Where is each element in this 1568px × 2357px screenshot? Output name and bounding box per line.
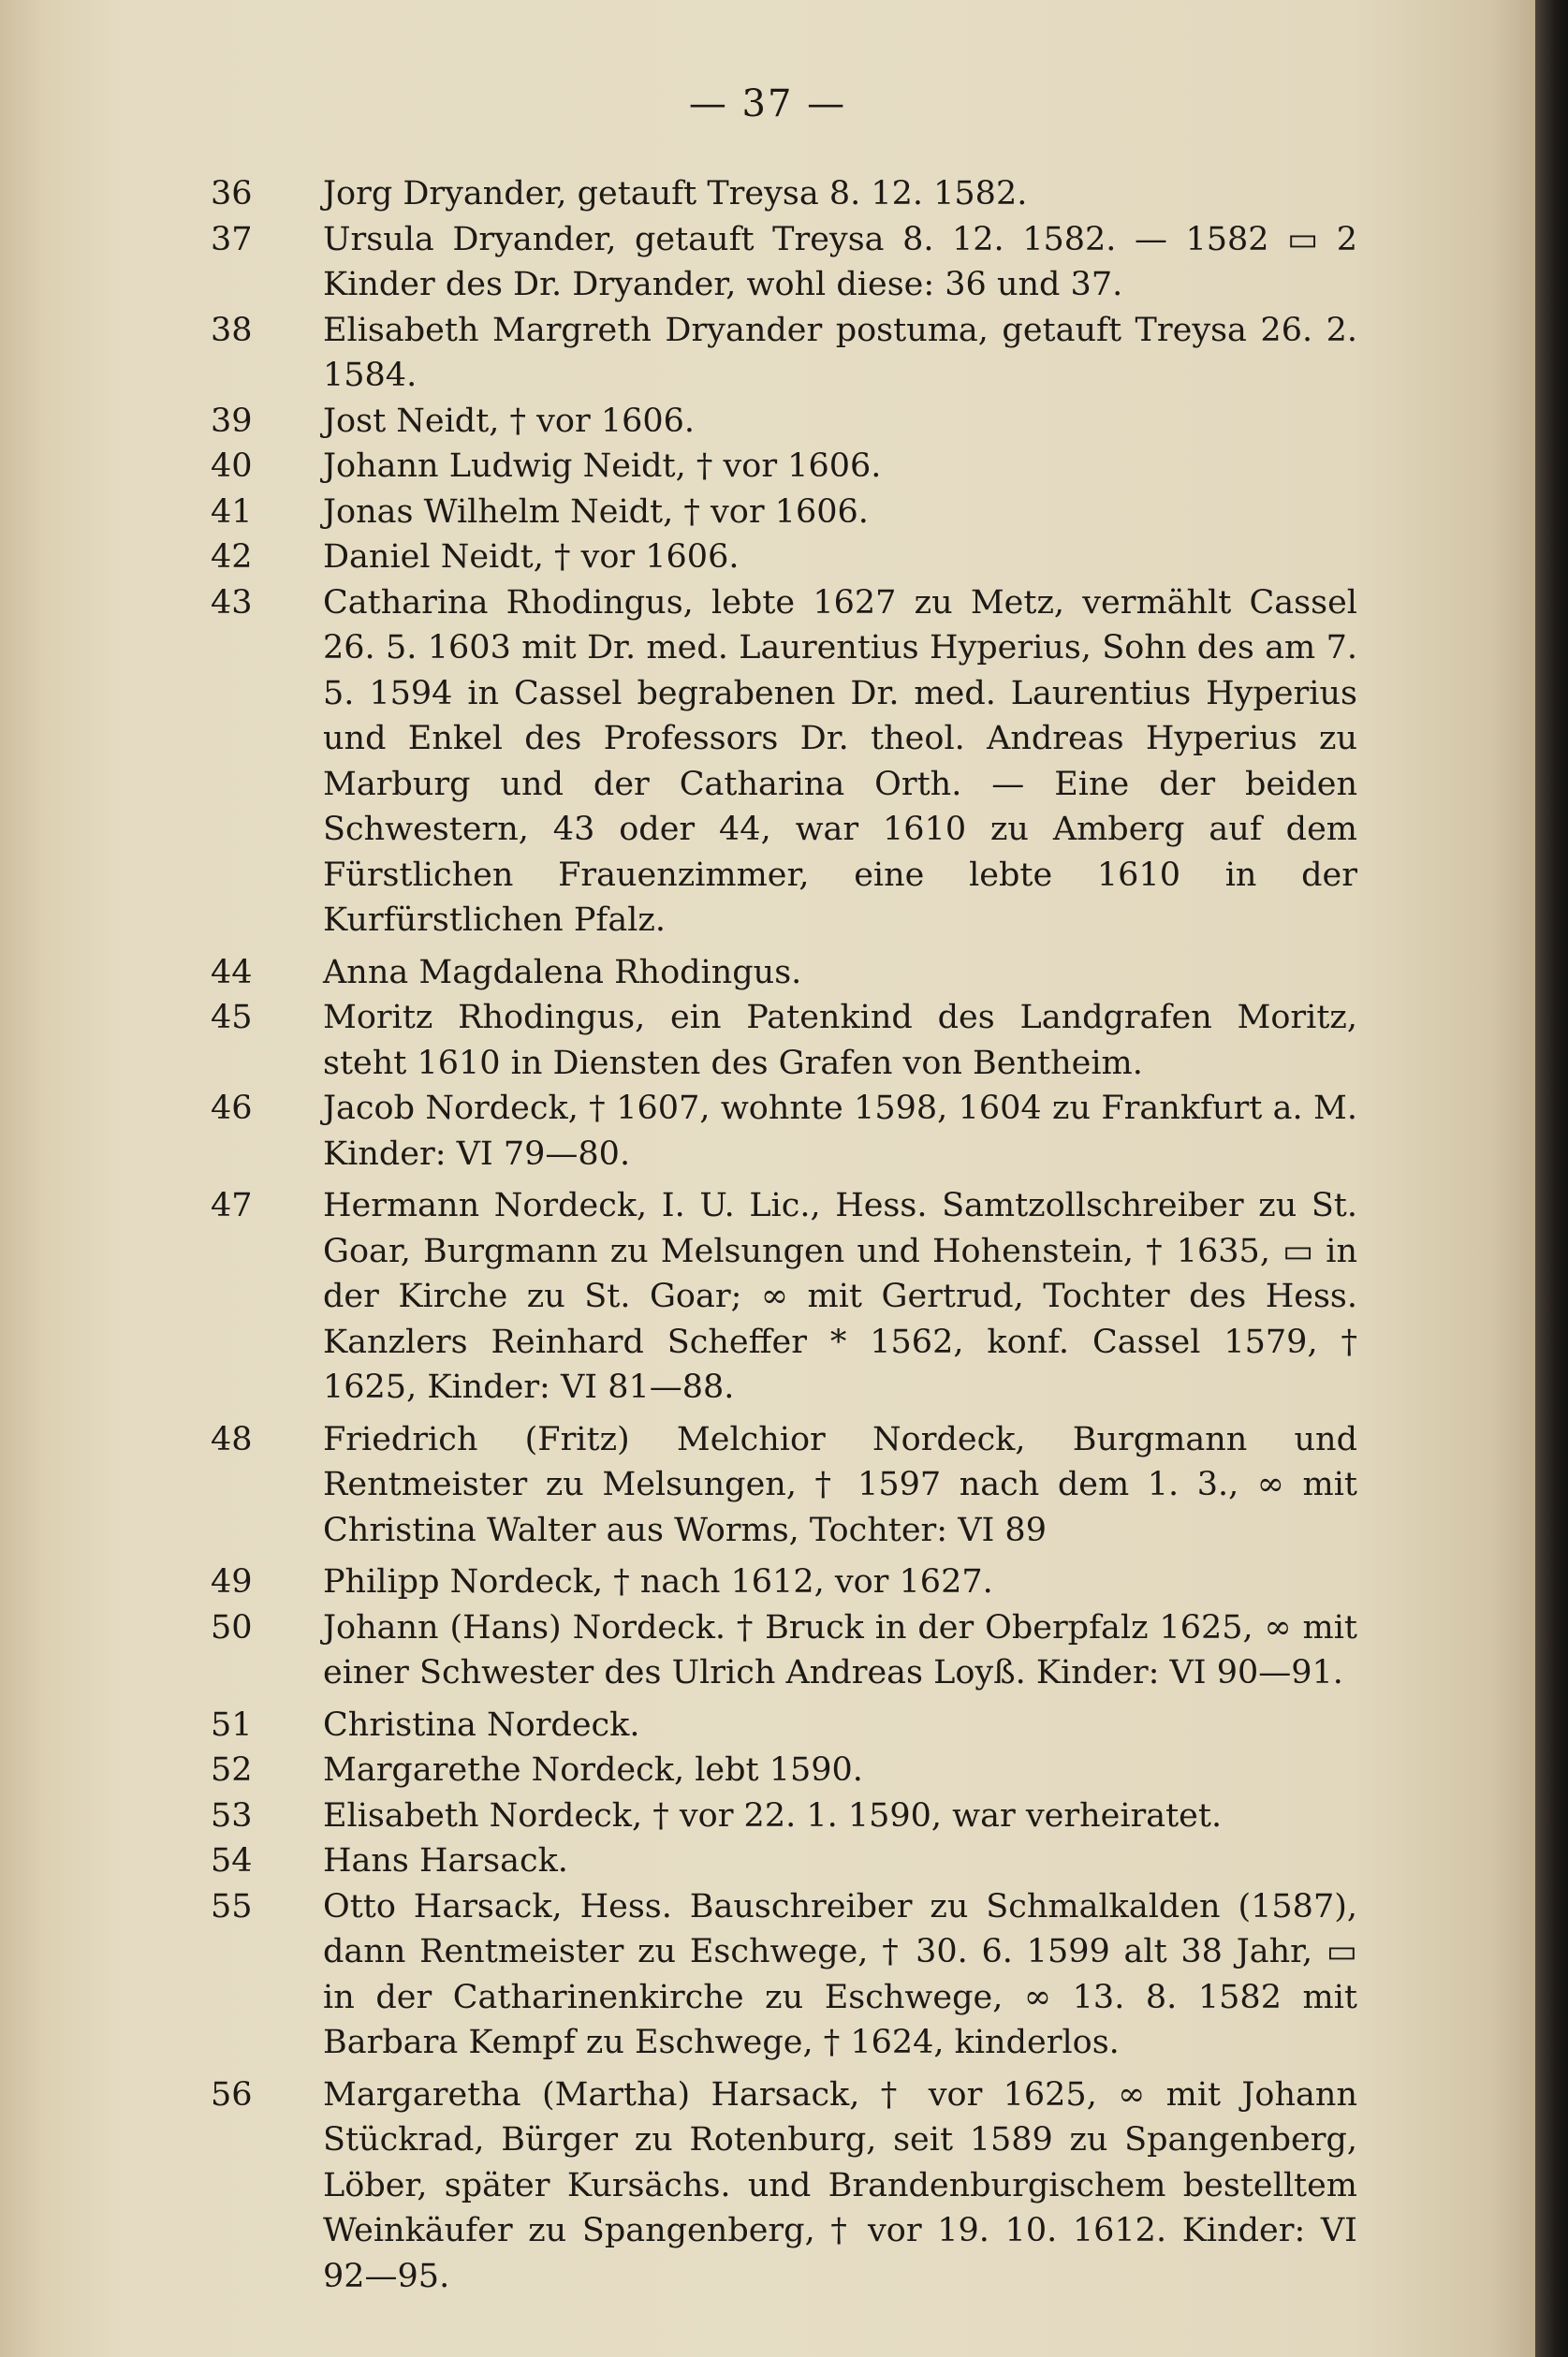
entry-text: Elisabeth Nordeck, † vor 22. 1. 1590, war verheiratet. [323, 1796, 1223, 1835]
entry-38 [211, 308, 1357, 399]
entry-text: Hermann Nordeck, I. U. Lic., Hess. Samtzollschreiber zu St. Goar, Burgmann zu Melsungen und Hohenstein, † 1635, ▭ in der Kirche zu St. Goar; ∞ mit Gertrud, Tochter des Hess. Kanzlers Reinhard Scheffer * 1562, konf. Cassel 1579, † 1625, Kinder: VI 81—88. [323, 1187, 1357, 1406]
entry-text: Elisabeth Margreth Dryander postuma, getauft Treysa 26. 2. 1584. [323, 311, 1357, 394]
entry-number: 52 [211, 1751, 253, 1789]
entry-number: 48 [211, 1420, 253, 1458]
entry-number: 45 [211, 999, 253, 1036]
entry-number: 53 [211, 1796, 253, 1835]
entry-number: 37 [211, 220, 253, 258]
entry-text: Jorg Dryander, getauft Treysa 8. 12. 1582. [323, 175, 1028, 212]
entry-text: Ursula Dryander, getauft Treysa 8. 12. 1582. — 1582 ▭ 2 Kinder des Dr. Dryander, wohl diese: 36 und 37. [323, 220, 1357, 303]
entry-text: Johann (Hans) Nordeck. † Bruck in der Oberpfalz 1625, ∞ mit einer Schwester des Ulrich Andreas Loyß. Kinder: VI 90—91. [323, 1608, 1357, 1691]
entry-54 [211, 1838, 1357, 1884]
entry-text: Christina Nordeck. [323, 1706, 640, 1744]
entry-number: 40 [211, 447, 253, 485]
entry-number: 38 [211, 311, 253, 349]
entry-40 [211, 444, 1357, 490]
entry-text: Jacob Nordeck, † 1607, wohnte 1598, 1604 zu Frankfurt a. M. Kinder: VI 79—80. [323, 1090, 1357, 1173]
entry-50 [211, 1605, 1357, 1696]
genealogy-entry-list [211, 171, 1357, 2299]
entry-46 [211, 1086, 1357, 1177]
entry-text: Philipp Nordeck, † nach 1612, vor 1627. [323, 1563, 993, 1601]
book-binding-edge [1535, 0, 1568, 2357]
entry-text: Jost Neidt, † vor 1606. [323, 402, 696, 440]
entry-number: 41 [211, 492, 253, 531]
entry-51 [211, 1703, 1357, 1749]
entry-number: 56 [211, 2075, 253, 2114]
entry-53 [211, 1793, 1357, 1839]
entry-37 [211, 217, 1357, 308]
entry-45 [211, 995, 1357, 1086]
entry-number: 54 [211, 1842, 253, 1880]
entry-55 [211, 1884, 1357, 2066]
entry-text: Hans Harsack. [323, 1842, 568, 1880]
entry-text: Johann Ludwig Neidt, † vor 1606. [323, 447, 882, 485]
entry-number: 55 [211, 1887, 253, 1925]
entry-44 [211, 950, 1357, 996]
entry-39 [211, 399, 1357, 445]
entry-41 [211, 490, 1357, 535]
entry-text: Catharina Rhodingus, lebte 1627 zu Metz, vermählt Cassel 26. 5. 1603 mit Dr. med. Laurentius Hyperius, Sohn des am 7. 5. 1594 in Cassel begrabenen Dr. med. Laurentius Hyperius und Enkel des Professors Dr. theol. Andreas Hyperius zu Marburg und der Catharina Orth. — Eine der beiden Schwestern, 43 oder 44, war 1610 zu Amberg auf dem Fürstlichen Frauenzimmer, eine lebte 1610 in der Kurfürstlichen Pfalz. [323, 583, 1357, 939]
entry-number: 51 [211, 1706, 253, 1744]
entry-number: 43 [211, 583, 253, 622]
entry-number: 47 [211, 1187, 253, 1224]
entry-number: 46 [211, 1090, 253, 1127]
entry-number: 49 [211, 1563, 253, 1601]
entry-text: Moritz Rhodingus, ein Patenkind des Landgrafen Moritz, steht 1610 in Diensten des Grafen von Bentheim. [323, 999, 1357, 1082]
entry-number: 50 [211, 1608, 253, 1647]
entry-number: 39 [211, 402, 253, 440]
entry-52 [211, 1748, 1357, 1793]
entry-42 [211, 534, 1357, 580]
entry-text: Margarethe Nordeck, lebt 1590. [323, 1751, 863, 1789]
entry-text: Friedrich (Fritz) Melchior Nordeck, Burgmann und Rentmeister zu Melsungen, † 1597 nach dem 1. 3., ∞ mit Christina Walter aus Worms, Tochter: VI 89 [323, 1420, 1357, 1549]
entry-text: Jonas Wilhelm Neidt, † vor 1606. [323, 492, 869, 531]
entry-number: 44 [211, 953, 253, 991]
entry-49 [211, 1559, 1357, 1605]
entry-48 [211, 1417, 1357, 1554]
entry-36 [211, 171, 1357, 217]
entry-text: Margaretha (Martha) Harsack, † vor 1625, ∞ mit Johann Stückrad, Bürger zu Rotenburg, seit 1589 zu Spangenberg, Löber, später Kursächs. und Brandenburgischem bestelltem Weinkäufer zu Spangenberg, † vor 19. 10. 1612. Kinder: VI 92—95. [323, 2075, 1357, 2295]
entry-text: Otto Harsack, Hess. Bauschreiber zu Schmalkalden (1587), dann Rentmeister zu Eschwege, † 30. 6. 1599 alt 38 Jahr, ▭ in der Catharinenkirche zu Eschwege, ∞ 13. 8. 1582 mit Barbara Kempf zu Eschwege, † 1624, kinderlos. [323, 1887, 1357, 2061]
entry-43 [211, 580, 1357, 944]
entry-text: Daniel Neidt, † vor 1606. [323, 538, 740, 576]
entry-number: 36 [211, 175, 253, 212]
entry-number: 42 [211, 538, 253, 576]
entry-56 [211, 2072, 1357, 2300]
page-number: — 37 — [688, 82, 847, 125]
entry-text: Anna Magdalena Rhodingus. [323, 953, 802, 991]
entry-47 [211, 1183, 1357, 1411]
